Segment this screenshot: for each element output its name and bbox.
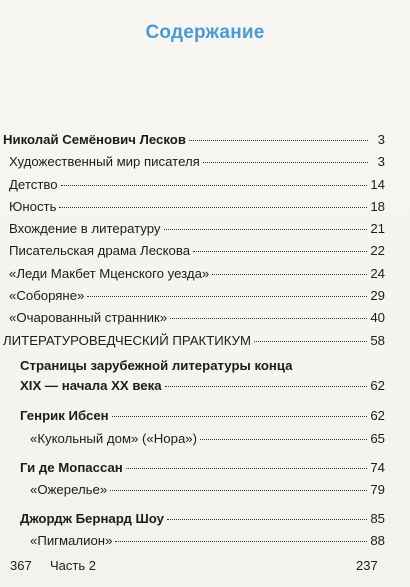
toc-leader-dots — [165, 386, 368, 387]
toc-entry — [30, 482, 385, 498]
toc-entry — [9, 266, 385, 282]
toc-leader-dots — [189, 140, 368, 141]
toc-leader-dots — [115, 541, 367, 542]
toc-entry-page: 29 — [370, 288, 385, 303]
toc-leader-dots — [200, 439, 367, 440]
toc-entry-text: «Пигмалион» — [30, 533, 113, 548]
footer-part: Часть 2 — [50, 558, 96, 573]
toc-entry-heading-line1: Страницы зарубежной литературы конца — [20, 358, 293, 373]
toc-entry-author — [20, 408, 385, 424]
toc-entry — [9, 288, 385, 304]
footer-code: 367 — [10, 558, 32, 573]
toc-leader-dots — [126, 468, 368, 469]
toc-entry-page: 58 — [370, 333, 385, 348]
toc-entry-page: 79 — [370, 482, 385, 497]
toc-leader-dots — [203, 162, 368, 163]
toc-leader-dots — [110, 490, 367, 491]
toc-entry-text: Джордж Бернард Шоу — [20, 511, 164, 526]
toc-leader-dots — [254, 341, 367, 342]
toc-entry-text: Вхождение в литературу — [9, 221, 161, 236]
toc-entry-heading — [20, 378, 385, 394]
toc-entry-text: Николай Семёнович Лесков — [3, 132, 186, 147]
toc-entry-text: Ги де Мопассан — [20, 460, 123, 475]
toc-entry-text: Юность — [9, 199, 57, 214]
toc-leader-dots — [59, 207, 367, 208]
toc-entry — [9, 154, 385, 170]
toc-entry-page: 74 — [370, 460, 385, 475]
toc-entry-text: Художественный мир писателя — [9, 154, 200, 169]
toc-entry-page: 62 — [370, 408, 385, 423]
toc-entry-page: 24 — [370, 266, 385, 281]
toc-entry-text: ЛИТЕРАТУРОВЕДЧЕСКИЙ ПРАКТИКУМ — [3, 333, 251, 348]
toc-entry — [9, 199, 385, 215]
toc-entry-section — [3, 333, 385, 349]
toc-leader-dots — [112, 416, 368, 417]
toc-leader-dots — [87, 296, 367, 297]
toc-entry-author — [20, 460, 385, 476]
toc-entry-text: «Очарованный странник» — [9, 310, 168, 325]
toc-entry-text: «Соборяне» — [9, 288, 85, 303]
toc-entry-page: 88 — [370, 533, 385, 548]
toc-entry — [9, 243, 385, 259]
toc-entry-page: 62 — [370, 378, 385, 393]
toc-entry-page: 21 — [370, 221, 385, 236]
toc-entry-author — [3, 132, 385, 148]
toc-entry-text: «Ожерелье» — [30, 482, 108, 497]
toc-leader-dots — [170, 318, 367, 319]
toc-entry-text: Детство — [9, 177, 58, 192]
toc-leader-dots — [164, 229, 368, 230]
toc-entry — [9, 221, 385, 237]
toc-entry-page: 18 — [370, 199, 385, 214]
footer-page-number: 237 — [356, 558, 378, 573]
toc-leader-dots — [167, 519, 367, 520]
toc-entry-text: «Леди Макбет Мценского уезда» — [9, 266, 210, 281]
toc-entry-page: 22 — [370, 243, 385, 258]
toc-entry — [9, 310, 385, 326]
toc-entry-page: 40 — [370, 310, 385, 325]
toc-entry — [9, 177, 385, 193]
toc-entry-page: 3 — [377, 154, 385, 169]
page-title: Содержание — [145, 22, 265, 43]
toc-entry-page: 14 — [370, 177, 385, 192]
toc-entry-text: XIX — начала XX века — [20, 378, 162, 393]
toc-entry-page: 85 — [370, 511, 385, 526]
toc-entry — [30, 533, 385, 549]
toc-entry-text: Генрик Ибсен — [20, 408, 109, 423]
toc-entry — [30, 431, 385, 447]
toc-leader-dots — [193, 251, 367, 252]
toc-leader-dots — [212, 274, 367, 275]
toc-entry-author — [20, 511, 385, 527]
toc-entry-text: «Кукольный дом» («Нора») — [30, 431, 198, 446]
toc-entry-text: Писательская драма Лескова — [9, 243, 191, 258]
toc-entry-page: 3 — [377, 132, 385, 147]
toc-leader-dots — [61, 185, 368, 186]
toc-entry-page: 65 — [370, 431, 385, 446]
